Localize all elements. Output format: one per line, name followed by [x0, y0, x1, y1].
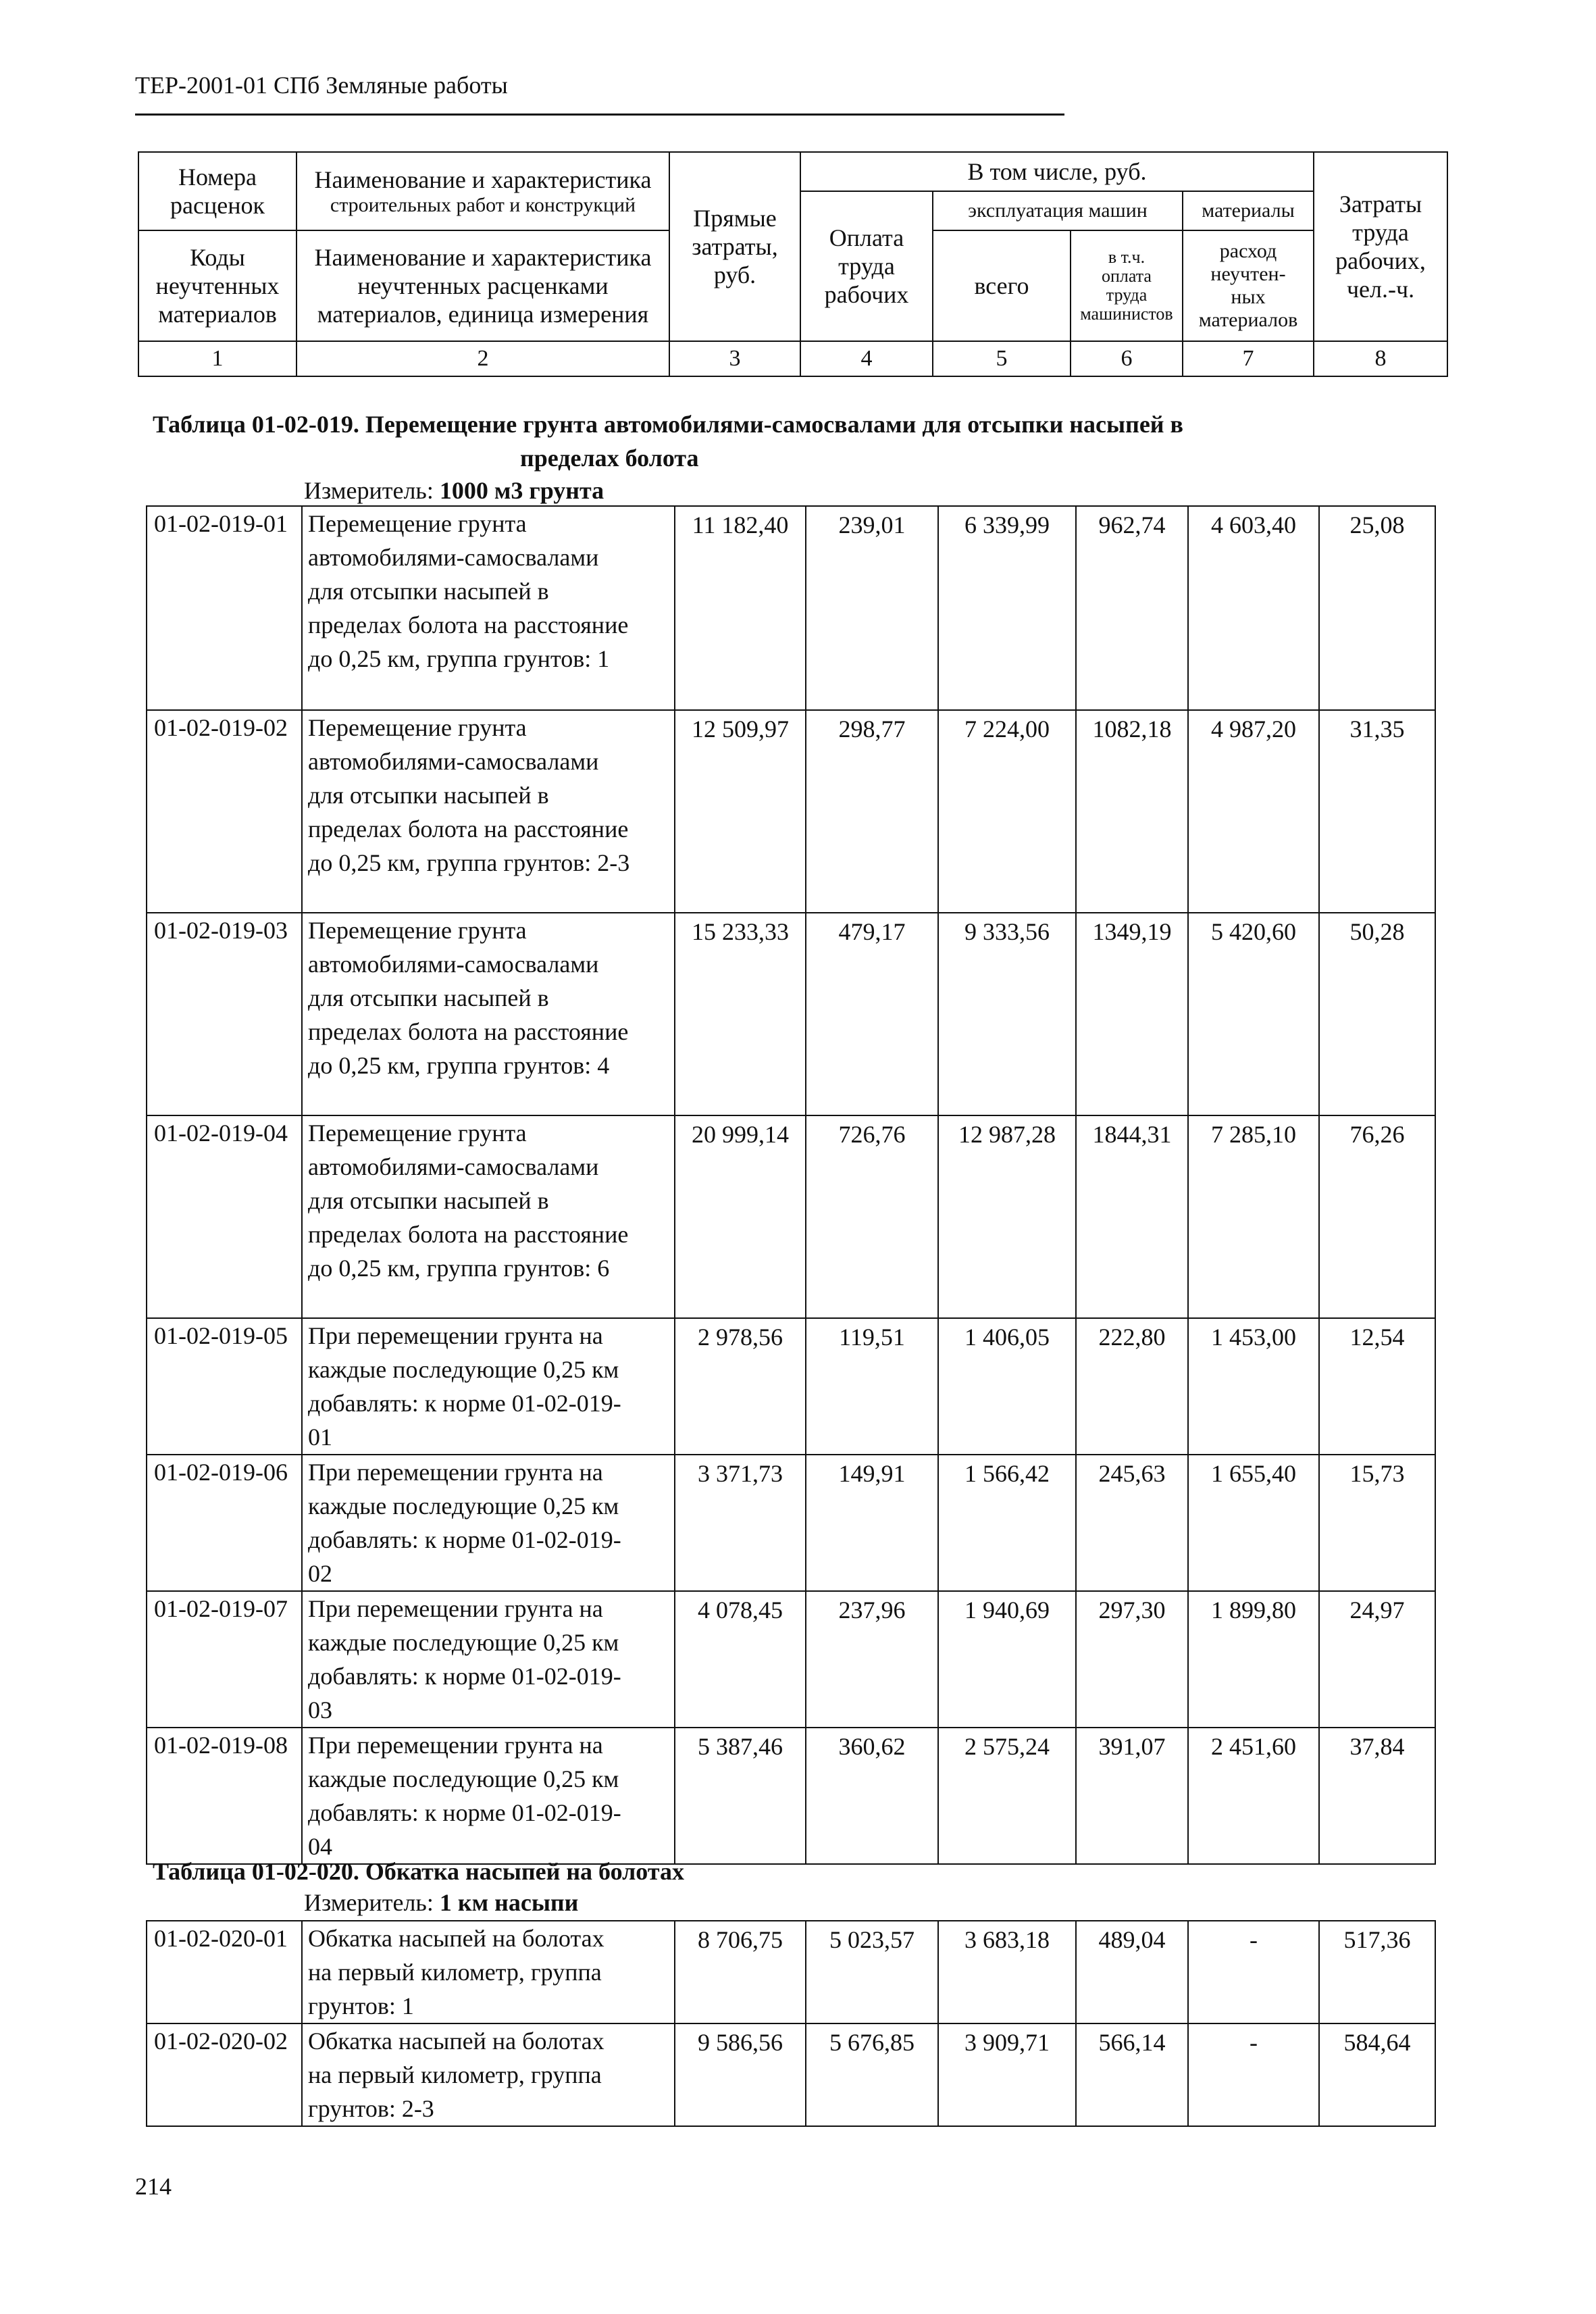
rate-code: 01-02-019-01	[147, 506, 302, 710]
table-020-measure	[304, 1888, 578, 1917]
col8-line3: рабочих,	[1335, 247, 1426, 274]
work-name-line: до 0,25 км, группа грунтов: 6	[308, 1255, 610, 1282]
work-name-line: каждые последующие 0,25 км	[308, 1356, 619, 1383]
work-name-line: При перемещении грунта на	[308, 1595, 603, 1622]
machines-total: 7 224,00	[938, 710, 1076, 913]
materials: -	[1188, 1921, 1319, 2023]
col1-header-top	[138, 152, 297, 230]
machinist-pay: 1844,31	[1076, 1115, 1188, 1318]
work-name-line: Обкатка насыпей на болотах	[308, 1925, 604, 1952]
machinist-pay: 1082,18	[1076, 710, 1188, 913]
col7-line3: ных	[1231, 286, 1266, 308]
col3-line1: Прямые	[693, 205, 777, 232]
work-name-line: 02	[308, 1560, 332, 1587]
machines-total: 12 987,28	[938, 1115, 1076, 1318]
work-name	[302, 1591, 675, 1728]
col-number: 8	[1314, 341, 1447, 376]
rate-code: 01-02-019-08	[147, 1728, 302, 1864]
col3-header	[669, 152, 800, 341]
col2-bottom-line3: материалов, единица измерения	[317, 301, 649, 328]
materials: 5 420,60	[1188, 913, 1319, 1115]
work-name-line: на первый километр, группа	[308, 2061, 602, 2088]
direct-costs: 9 586,56	[675, 2023, 806, 2126]
work-name-line: При перемещении грунта на	[308, 1459, 603, 1486]
work-name-line: до 0,25 км, группа грунтов: 1	[308, 645, 610, 672]
col4-line2: труда	[838, 253, 895, 280]
table-row	[147, 1728, 1435, 1864]
table-020-title: Таблица 01-02-020. Обкатка насыпей на болотах	[153, 1858, 684, 1885]
work-name-line: пределах болота на расстояние	[308, 611, 629, 638]
work-name-line: для отсыпки насыпей в	[308, 1187, 549, 1214]
labor-pay: 119,51	[806, 1318, 938, 1455]
labor-hours: 15,73	[1319, 1455, 1435, 1591]
work-name-line: пределах болота на расстояние	[308, 815, 629, 842]
work-name-line: грунтов: 1	[308, 1992, 414, 2019]
labor-pay: 479,17	[806, 913, 938, 1115]
machinist-pay: 566,14	[1076, 2023, 1188, 2126]
machinist-pay: 391,07	[1076, 1728, 1188, 1864]
labor-pay: 298,77	[806, 710, 938, 913]
machines-total: 2 575,24	[938, 1728, 1076, 1864]
work-name-line: Перемещение грунта	[308, 510, 527, 537]
work-name	[302, 1455, 675, 1591]
machinist-pay: 1349,19	[1076, 913, 1188, 1115]
col3-line3: руб.	[713, 261, 756, 288]
col3-line2: затраты,	[692, 233, 778, 260]
col-number: 3	[669, 341, 800, 376]
direct-costs: 2 978,56	[675, 1318, 806, 1455]
col7-line1: расход	[1219, 240, 1277, 262]
work-name-line: пределах болота на расстояние	[308, 1018, 629, 1045]
col7-line4: материалов	[1198, 309, 1298, 331]
work-name-line: каждые последующие 0,25 км	[308, 1765, 619, 1792]
rate-code: 01-02-019-04	[147, 1115, 302, 1318]
rate-code: 01-02-020-02	[147, 2023, 302, 2126]
table-019-title-line1: Таблица 01-02-019. Перемещение грунта автомобилями-самосвалами для отсыпки насыпей в	[153, 411, 1183, 438]
column-number-row	[138, 341, 1447, 376]
materials: 1 453,00	[1188, 1318, 1319, 1455]
direct-costs: 3 371,73	[675, 1455, 806, 1591]
labor-hours: 37,84	[1319, 1728, 1435, 1864]
labor-hours: 517,36	[1319, 1921, 1435, 2023]
work-name-line: При перемещении грунта на	[308, 1322, 603, 1349]
work-name-line: Перемещение грунта	[308, 1120, 527, 1147]
work-name-line: каждые последующие 0,25 км	[308, 1492, 619, 1519]
machines-total: 3 683,18	[938, 1921, 1076, 2023]
col8-header	[1314, 152, 1447, 341]
page-header-title: ТЕР-2001-01 СПб Земляные работы	[135, 72, 508, 99]
machines-total: 9 333,56	[938, 913, 1076, 1115]
col2-top-line1: Наименование и характеристика	[314, 166, 652, 193]
group-header: В том числе, руб.	[800, 152, 1314, 191]
labor-pay: 239,01	[806, 506, 938, 710]
table-row	[147, 506, 1435, 710]
work-name	[302, 2023, 675, 2126]
machines-total: 1 406,05	[938, 1318, 1076, 1455]
rate-code: 01-02-020-01	[147, 1921, 302, 2023]
work-name-line: добавлять: к норме 01-02-019-	[308, 1526, 621, 1553]
materials: 1 899,80	[1188, 1591, 1319, 1728]
column-header-table	[138, 151, 1448, 377]
col-number: 5	[933, 341, 1071, 376]
labor-hours: 76,26	[1319, 1115, 1435, 1318]
work-name-line: 04	[308, 1833, 332, 1860]
materials-header: материалы	[1183, 191, 1314, 230]
labor-pay: 5 676,85	[806, 2023, 938, 2126]
labor-pay: 726,76	[806, 1115, 938, 1318]
work-name-line: автомобилями-самосвалами	[308, 1153, 599, 1180]
col2-header-bottom	[297, 230, 669, 341]
table-019	[146, 505, 1436, 1865]
work-name-line: каждые последующие 0,25 км	[308, 1629, 619, 1656]
col7-header	[1183, 230, 1314, 341]
work-name-line: Перемещение грунта	[308, 714, 527, 741]
col-number: 6	[1071, 341, 1183, 376]
materials: 1 655,40	[1188, 1455, 1319, 1591]
table-019-title-line2: пределах болота	[520, 445, 699, 472]
table-019-measure	[304, 476, 604, 505]
rate-code: 01-02-019-06	[147, 1455, 302, 1591]
machines-total: 3 909,71	[938, 2023, 1076, 2126]
col6-header	[1071, 230, 1183, 341]
work-name-line: автомобилями-самосвалами	[308, 748, 599, 775]
col6-line3: труда	[1106, 285, 1148, 305]
col4-line1: Оплата	[829, 224, 904, 251]
labor-pay: 5 023,57	[806, 1921, 938, 2023]
col6-line1: в т.ч.	[1108, 247, 1145, 267]
machines-total: 6 339,99	[938, 506, 1076, 710]
measure-value: 1000 м3 грунта	[439, 477, 604, 504]
measure-label: Измеритель:	[304, 1889, 440, 1916]
col1-top-line2: расценок	[170, 192, 265, 219]
table-row	[147, 1318, 1435, 1455]
col8-line1: Затраты	[1339, 191, 1422, 218]
rate-code: 01-02-019-05	[147, 1318, 302, 1455]
labor-hours: 50,28	[1319, 913, 1435, 1115]
col1-bottom-line3: материалов	[158, 301, 277, 328]
materials: 7 285,10	[1188, 1115, 1319, 1318]
work-name-line: до 0,25 км, группа грунтов: 4	[308, 1052, 610, 1079]
table-row	[147, 913, 1435, 1115]
work-name-line: добавлять: к норме 01-02-019-	[308, 1799, 621, 1826]
machines-total: 1 940,69	[938, 1591, 1076, 1728]
work-name-line: автомобилями-самосвалами	[308, 544, 599, 571]
col2-header-top	[297, 152, 669, 230]
work-name-line: 01	[308, 1424, 332, 1451]
table-row	[147, 1591, 1435, 1728]
machinist-pay: 245,63	[1076, 1455, 1188, 1591]
col1-header-bottom	[138, 230, 297, 341]
work-name-line: автомобилями-самосвалами	[308, 951, 599, 978]
work-name-line: грунтов: 2-3	[308, 2095, 434, 2122]
labor-hours: 584,64	[1319, 2023, 1435, 2126]
work-name	[302, 1318, 675, 1455]
work-name	[302, 913, 675, 1115]
labor-pay: 149,91	[806, 1455, 938, 1591]
col7-line2: неучтен-	[1210, 263, 1286, 285]
machinist-pay: 297,30	[1076, 1591, 1188, 1728]
col5-header: всего	[933, 230, 1071, 341]
machines-total: 1 566,42	[938, 1455, 1076, 1591]
col8-line2: труда	[1352, 219, 1409, 246]
col2-bottom-line1: Наименование и характеристика	[314, 244, 652, 271]
work-name-line: до 0,25 км, группа грунтов: 2-3	[308, 849, 630, 876]
col4-line3: рабочих	[824, 281, 909, 308]
rate-code: 01-02-019-03	[147, 913, 302, 1115]
work-name-line: Перемещение грунта	[308, 917, 527, 944]
work-name	[302, 710, 675, 913]
table-020	[146, 1920, 1436, 2127]
labor-hours: 25,08	[1319, 506, 1435, 710]
work-name-line: для отсыпки насыпей в	[308, 782, 549, 809]
work-name-line: на первый километр, группа	[308, 1959, 602, 1986]
work-name-line: для отсыпки насыпей в	[308, 984, 549, 1011]
table-row	[147, 2023, 1435, 2126]
machinist-pay: 962,74	[1076, 506, 1188, 710]
machinist-pay: 489,04	[1076, 1921, 1188, 2023]
header-rule	[135, 114, 1064, 116]
labor-hours: 31,35	[1319, 710, 1435, 913]
labor-pay: 237,96	[806, 1591, 938, 1728]
labor-hours: 24,97	[1319, 1591, 1435, 1728]
machines-header: эксплуатация машин	[933, 191, 1183, 230]
work-name-line: Обкатка насыпей на болотах	[308, 2028, 604, 2055]
col-number: 7	[1183, 341, 1314, 376]
direct-costs: 11 182,40	[675, 506, 806, 710]
measure-label: Измеритель:	[304, 477, 440, 504]
materials: -	[1188, 2023, 1319, 2126]
work-name-line: 03	[308, 1696, 332, 1724]
table-row	[147, 1455, 1435, 1591]
work-name-line: При перемещении грунта на	[308, 1732, 603, 1759]
col1-bottom-line1: Коды	[190, 244, 245, 271]
direct-costs: 8 706,75	[675, 1921, 806, 2023]
machinist-pay: 222,80	[1076, 1318, 1188, 1455]
work-name	[302, 1115, 675, 1318]
col4-header	[800, 191, 933, 341]
rate-code: 01-02-019-07	[147, 1591, 302, 1728]
work-name-line: добавлять: к норме 01-02-019-	[308, 1390, 621, 1417]
direct-costs: 4 078,45	[675, 1591, 806, 1728]
table-row	[147, 1115, 1435, 1318]
table-row	[147, 1921, 1435, 2023]
measure-value: 1 км насыпи	[439, 1889, 579, 1916]
col-number: 2	[297, 341, 669, 376]
direct-costs: 15 233,33	[675, 913, 806, 1115]
col6-line4: машинистов	[1080, 304, 1173, 324]
labor-pay: 360,62	[806, 1728, 938, 1864]
materials: 4 987,20	[1188, 710, 1319, 913]
work-name-line: пределах болота на расстояние	[308, 1221, 629, 1248]
direct-costs: 5 387,46	[675, 1728, 806, 1864]
col2-bottom-line2: неучтенных расценками	[357, 272, 609, 299]
col-number: 4	[800, 341, 933, 376]
col1-top-line1: Номера	[178, 164, 257, 191]
materials: 2 451,60	[1188, 1728, 1319, 1864]
work-name	[302, 1921, 675, 2023]
work-name	[302, 506, 675, 710]
page-number: 214	[135, 2173, 172, 2200]
labor-hours: 12,54	[1319, 1318, 1435, 1455]
col6-line2: оплата	[1102, 266, 1152, 286]
col2-top-line2: строительных работ и конструкций	[330, 194, 636, 216]
work-name-line: для отсыпки насыпей в	[308, 578, 549, 605]
work-name	[302, 1728, 675, 1864]
col1-bottom-line2: неучтенных	[155, 272, 280, 299]
direct-costs: 20 999,14	[675, 1115, 806, 1318]
materials: 4 603,40	[1188, 506, 1319, 710]
col-number: 1	[138, 341, 297, 376]
direct-costs: 12 509,97	[675, 710, 806, 913]
table-row	[147, 710, 1435, 913]
col8-line4: чел.-ч.	[1346, 276, 1415, 303]
rate-code: 01-02-019-02	[147, 710, 302, 913]
work-name-line: добавлять: к норме 01-02-019-	[308, 1663, 621, 1690]
